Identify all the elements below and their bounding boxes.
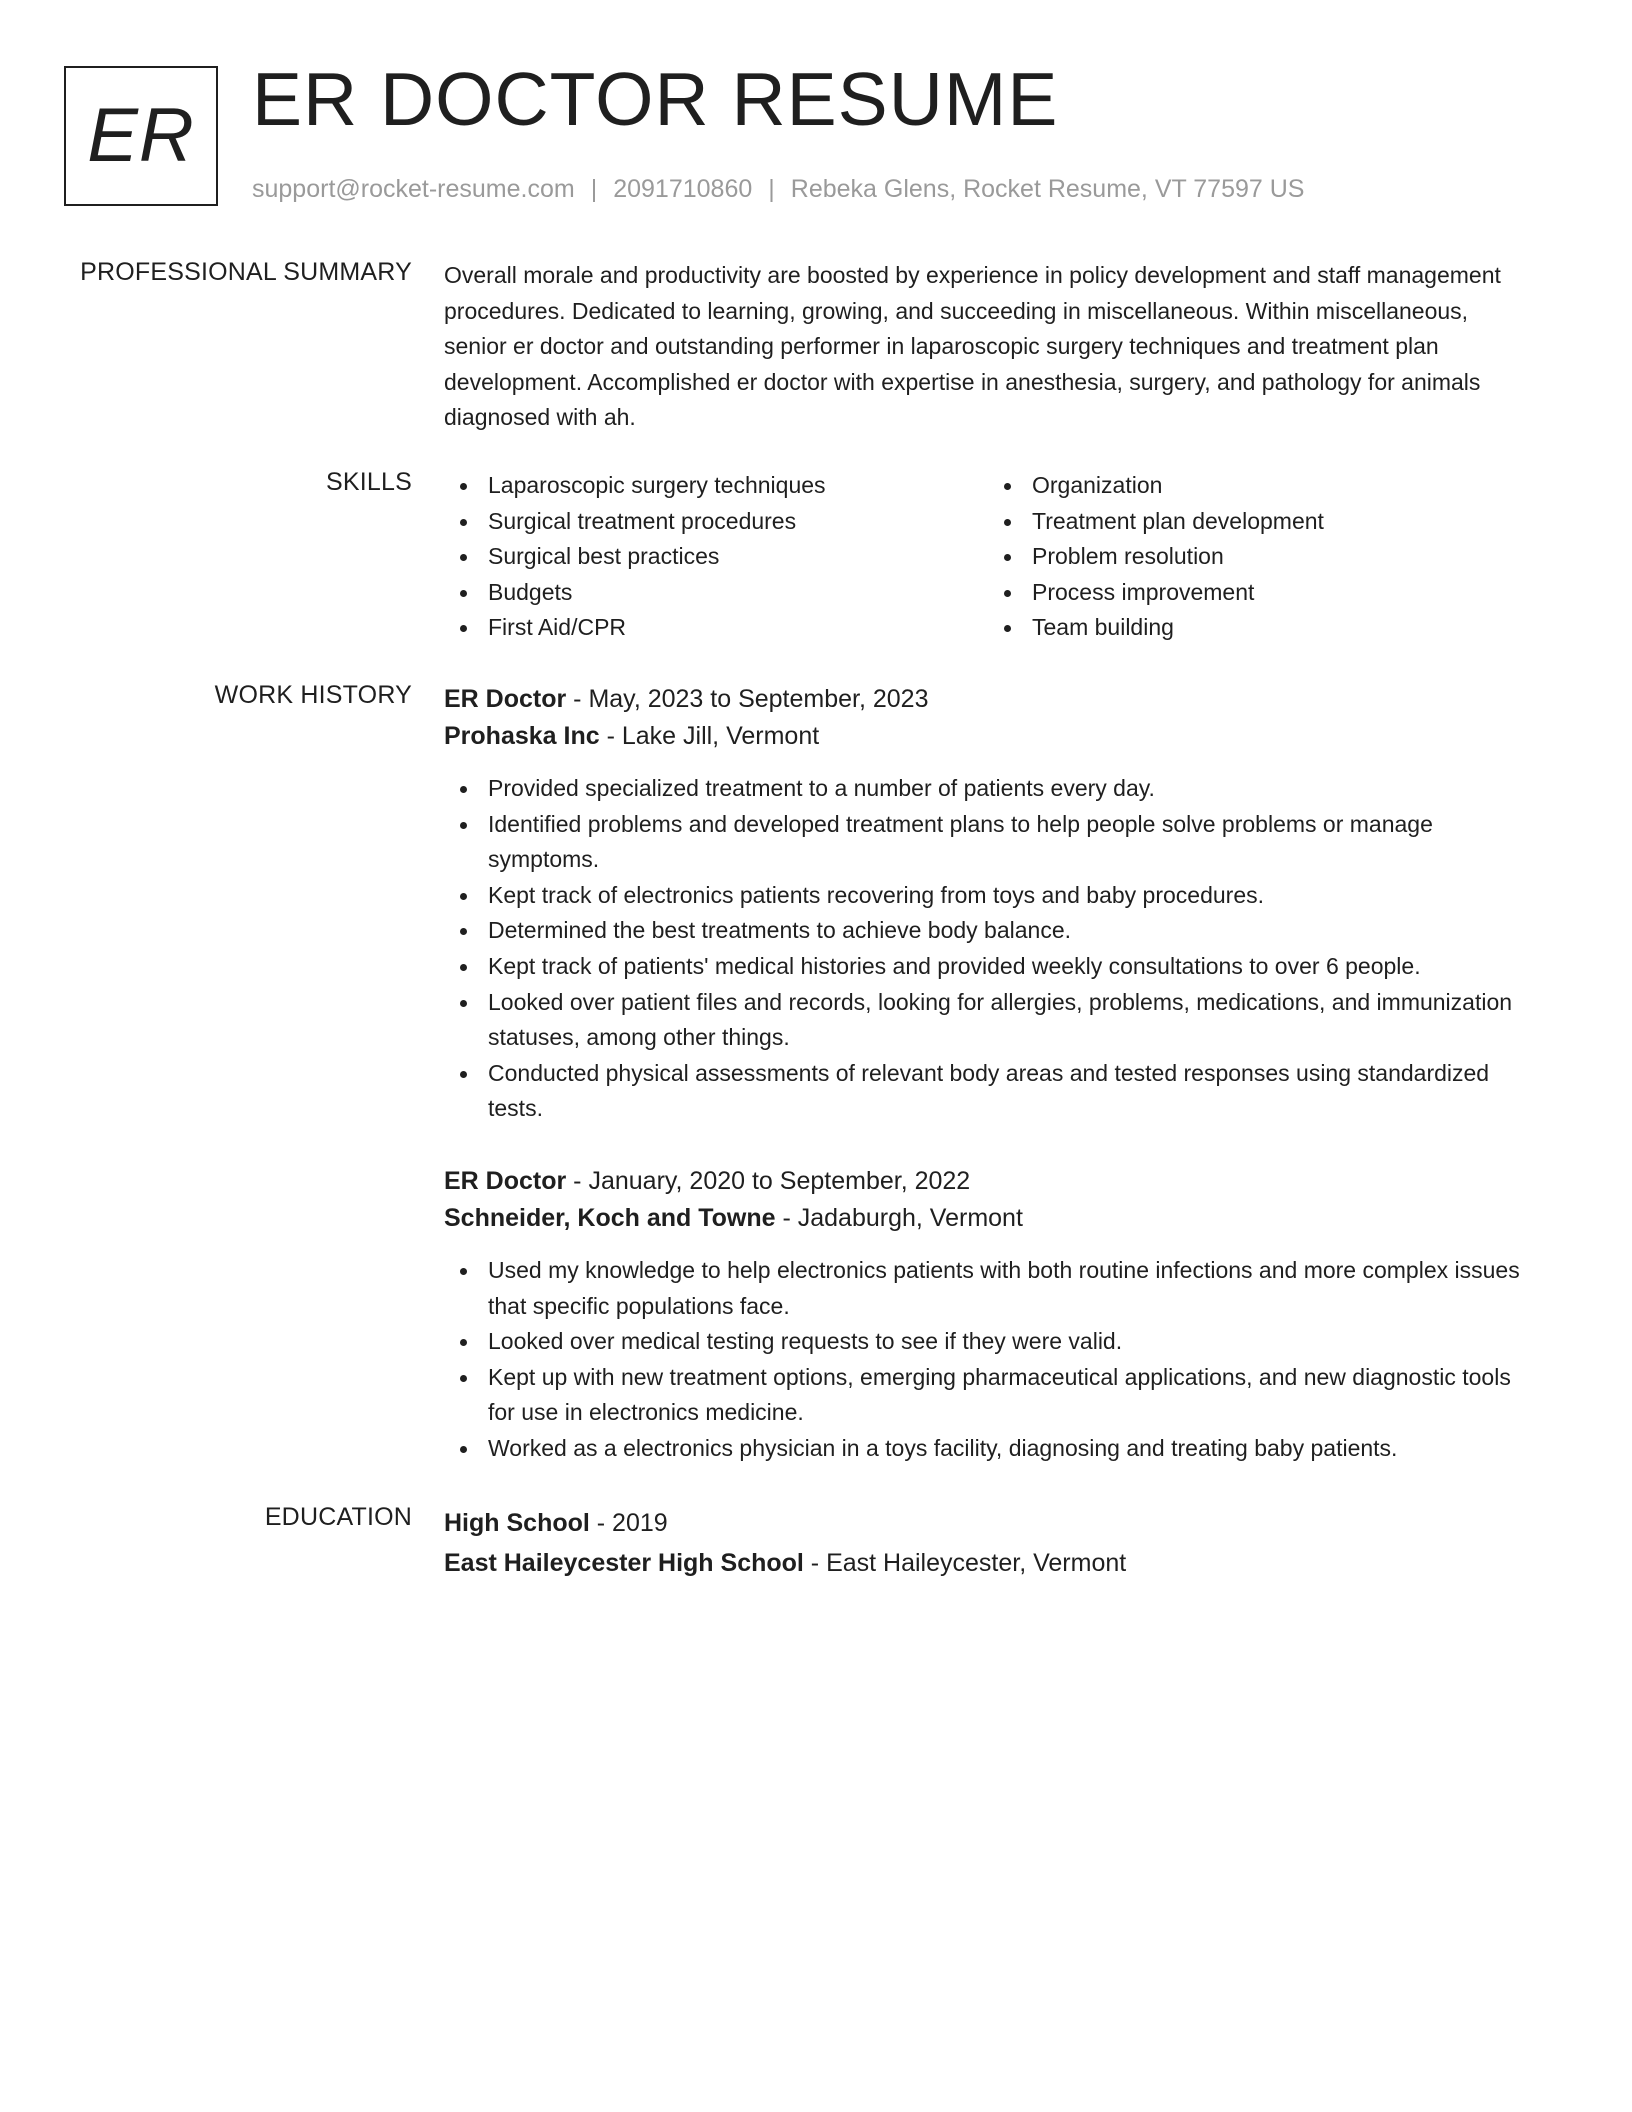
job-entry [444, 1163, 1534, 1467]
skill-item: Surgical best practices [488, 539, 988, 575]
job-dates: - May, 2023 to September, 2023 [566, 685, 929, 713]
job-entry [444, 681, 1534, 1127]
monogram-logo [64, 66, 218, 206]
monogram-text: ER [87, 93, 195, 178]
education-degree: High School [444, 1509, 590, 1537]
skills-heading: SKILLS [326, 468, 412, 496]
contact-address: Rebeka Glens, Rocket Resume, VT 77597 US [790, 175, 1305, 203]
skill-item: Process improvement [1032, 575, 1532, 611]
summary-heading: PROFESSIONAL SUMMARY [80, 258, 412, 286]
job-duties-list [444, 771, 1534, 1127]
skill-item: Team building [1032, 610, 1532, 646]
job-duty: Kept track of electronics patients recovering from toys and baby procedures. [488, 878, 1534, 914]
skill-item: Organization [1032, 468, 1532, 504]
skill-item: Problem resolution [1032, 539, 1532, 575]
skill-item: Surgical treatment procedures [488, 504, 988, 540]
job-duty: Conducted physical assessments of relevant body areas and tested responses using standardized tests. [488, 1056, 1534, 1127]
contact-line [252, 174, 1304, 204]
job-location: - Lake Jill, Vermont [599, 722, 820, 750]
skill-item: Treatment plan development [1032, 504, 1532, 540]
education-school: East Haileycester High School [444, 1549, 804, 1577]
contact-email: support@rocket-resume.com [252, 175, 575, 203]
job-dates: - January, 2020 to September, 2022 [566, 1166, 971, 1195]
job-duty: Looked over medical testing requests to see if they were valid. [488, 1324, 1534, 1360]
education-location: - East Haileycester, Vermont [803, 1549, 1127, 1577]
job-duty: Worked as a electronics physician in a toys facility, diagnosing and treating baby patients. [488, 1431, 1534, 1467]
job-duty: Provided specialized treatment to a number of patients every day. [488, 771, 1534, 807]
job-duties-list [444, 1253, 1534, 1467]
job-duty: Kept track of patients' medical histories and provided weekly consultations to over 6 people. [488, 949, 1534, 985]
job-location: - Jadaburgh, Vermont [775, 1203, 1023, 1232]
education-year: - 2019 [589, 1509, 668, 1537]
job-title-line [444, 681, 1534, 718]
job-duty: Kept up with new treatment options, emerging pharmaceutical applications, and new diagnostic tools for use in electronics medicine. [488, 1360, 1534, 1431]
job-title: ER Doctor [444, 1166, 567, 1195]
job-company-line [444, 1200, 1534, 1237]
summary-text: Overall morale and productivity are boosted by experience in policy development and staff management procedures. Dedicated to learning, growing, and succeeding in miscellaneous. Within miscellaneous, senior er doctor and outstanding performer in laparoscopic surgery techniques and treatment plan development. Accomplished er doctor with expertise in anesthesia, surgery, and pathology for animals diagnosed with ah. [444, 262, 1501, 431]
job-title: ER Doctor [444, 685, 567, 713]
job-title-line [444, 1163, 1534, 1200]
job-company-line [444, 718, 1534, 755]
skill-item: Budgets [488, 575, 988, 611]
education-school-line [444, 1543, 1534, 1583]
education-heading: EDUCATION [264, 1503, 412, 1531]
job-duty: Determined the best treatments to achieve body balance. [488, 913, 1534, 949]
resume-title: ER DOCTOR RESUME [252, 57, 1059, 141]
job-company: Schneider, Koch and Towne [444, 1203, 776, 1232]
contact-separator: | [768, 175, 775, 203]
skill-item: Laparoscopic surgery techniques [488, 468, 988, 504]
job-duty: Looked over patient files and records, looking for allergies, problems, medications, and immunization statuses, among other things. [488, 985, 1534, 1056]
job-duty: Identified problems and developed treatment plans to help people solve problems or manage symptoms. [488, 807, 1534, 878]
skills-columns [444, 468, 1534, 646]
work-history-heading: WORK HISTORY [214, 681, 412, 709]
skills-list-left [444, 468, 988, 646]
job-company: Prohaska Inc [444, 722, 600, 750]
skills-list-right [988, 468, 1532, 646]
skill-item: First Aid/CPR [488, 610, 988, 646]
education-degree-line [444, 1503, 1534, 1543]
contact-phone: 2091710860 [613, 175, 753, 203]
job-duty: Used my knowledge to help electronics patients with both routine infections and more complex issues that specific populations face. [488, 1253, 1534, 1324]
contact-separator: | [590, 175, 598, 203]
